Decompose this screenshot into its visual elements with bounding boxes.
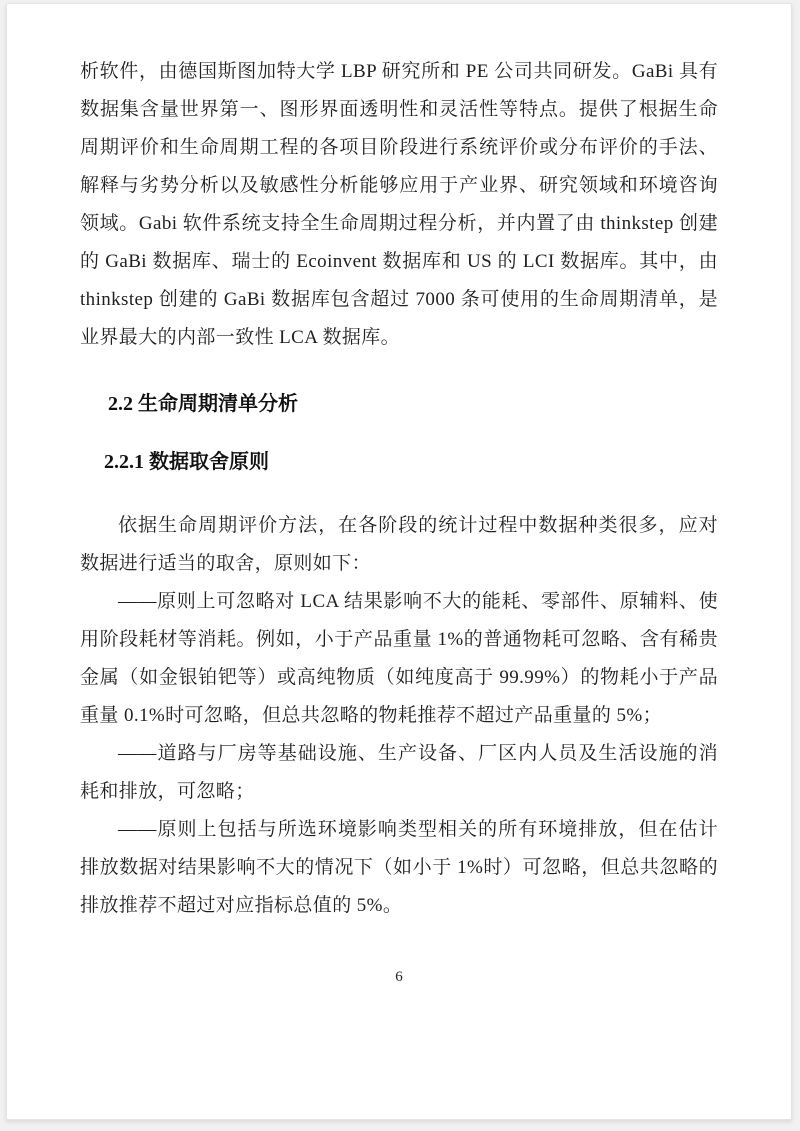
paragraph-gabi-continuation: 析软件，由德国斯图加特大学 LBP 研究所和 PE 公司共同研发。GaBi 具有数据集含量世界第一、图形界面透明性和灵活性等特点。提供了根据生命周期评价和生命周期工程的各项目阶段进行系统评价或分布评价的手法、解释与劣势分析以及敏感性分析能够应用于产业界、研究领域和环境咨询领域。Gabi 软件系统支持全生命周期过程分析，并内置了由 thinkstep 创建的 GaBi 数据库、瑞士的 Ecoinvent 数据库和 US 的 LCI 数据库。其中，由 thinkstep 创建的 GaBi 数据库包含超过 7000 条可使用的生命周期清单，是业界最大的内部一致性 LCA 数据库。 [80,61,718,348]
principle-item-2: ——道路与厂房等基础设施、生产设备、厂区内人员及生活设施的消耗和排放，可忽略； [80,743,718,802]
page-sheet [6,3,792,1120]
document-content [7,4,791,925]
page-number: 6 [395,969,403,985]
principle-item-1: ——原则上可忽略对 LCA 结果影响不大的能耗、零部件、原辅料、使用阶段耗材等消耗。例如，小于产品重量 1%的普通物耗可忽略、含有稀贵金属（如金银铂钯等）或高纯物质（如纯度高于 99.99%）的物耗小于产品重量 0.1%时可忽略，但总共忽略的物耗推荐不超过产品重量的 5%； [80,591,718,726]
paragraph-data-principles-intro: 依据生命周期评价方法，在各阶段的统计过程中数据种类很多，应对数据进行适当的取舍，原则如下： [80,515,718,574]
section-heading-2-2: 2.2 生命周期清单分析 [108,393,298,415]
principle-item-3: ——原则上包括与所选环境影响类型相关的所有环境排放，但在估计排放数据对结果影响不大的情况下（如小于 1%时）可忽略，但总共忽略的排放推荐不超过对应指标总值的 5%。 [80,819,718,916]
subsection-heading-2-2-1: 2.2.1 数据取舍原则 [104,451,269,473]
